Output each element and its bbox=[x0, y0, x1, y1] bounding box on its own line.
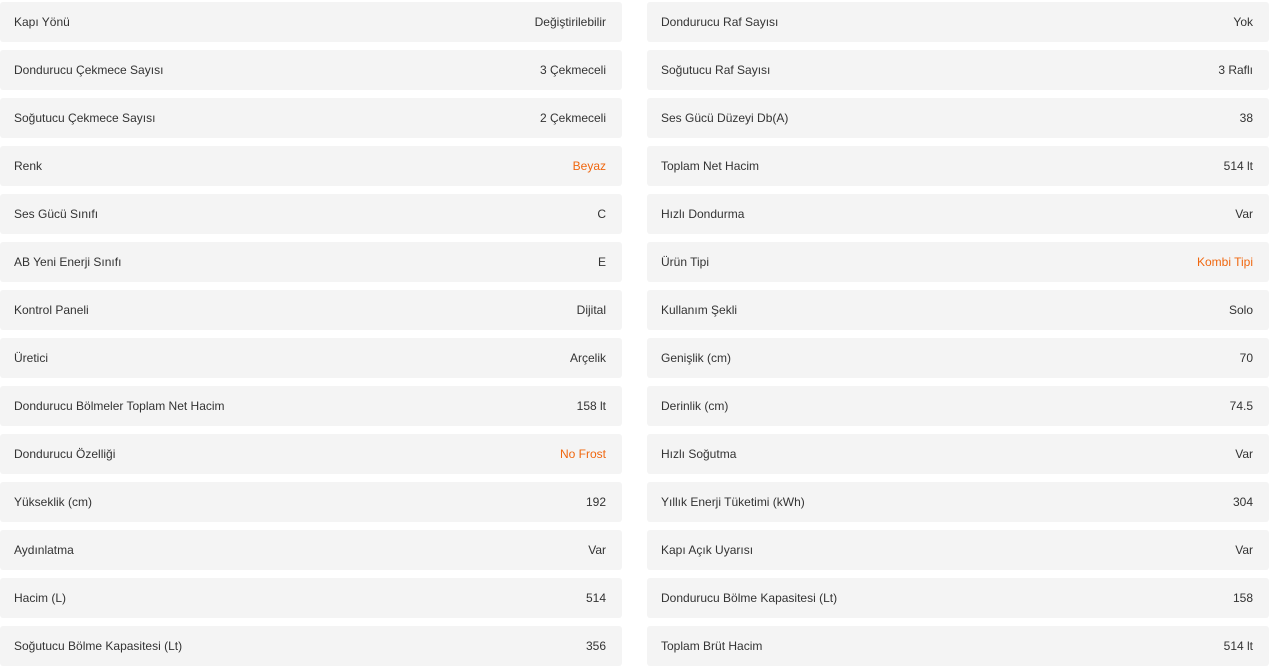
freezer-feature-link[interactable]: No Frost bbox=[559, 447, 606, 461]
spec-label: Toplam Brüt Hacim bbox=[661, 639, 763, 653]
spec-label: Ürün Tipi bbox=[661, 255, 710, 269]
spec-row-fast-freeze bbox=[647, 194, 1269, 234]
spec-label: AB Yeni Enerji Sınıfı bbox=[14, 255, 122, 269]
spec-value: 3 Raflı bbox=[1218, 63, 1253, 77]
spec-value: 70 bbox=[1239, 351, 1253, 365]
spec-row-color bbox=[0, 146, 622, 186]
spec-row-freezer-feature bbox=[0, 434, 622, 474]
spec-row-control-panel bbox=[0, 290, 622, 330]
spec-row-energy-class bbox=[0, 242, 622, 282]
spec-label: Hızlı Dondurma bbox=[661, 207, 745, 221]
spec-label: Soğutucu Bölme Kapasitesi (Lt) bbox=[14, 639, 183, 653]
spec-row-freezer-drawer-count bbox=[0, 50, 622, 90]
spec-label: Soğutucu Raf Sayısı bbox=[661, 63, 771, 77]
spec-value: 3 Çekmeceli bbox=[539, 63, 606, 77]
spec-row-manufacturer bbox=[0, 338, 622, 378]
spec-value: C bbox=[597, 207, 606, 221]
spec-row-annual-energy bbox=[647, 482, 1269, 522]
spec-label: Toplam Net Hacim bbox=[661, 159, 760, 173]
spec-row-freezer-total-net-volume bbox=[0, 386, 622, 426]
spec-value: 74.5 bbox=[1229, 399, 1253, 413]
spec-value: 514 lt bbox=[1223, 639, 1253, 653]
spec-value: E bbox=[597, 255, 606, 269]
spec-value: Var bbox=[1235, 447, 1253, 461]
spec-value: 38 bbox=[1239, 111, 1253, 125]
spec-row-product-type bbox=[647, 242, 1269, 282]
spec-row-door-direction bbox=[0, 2, 622, 42]
spec-row-fast-cool bbox=[647, 434, 1269, 474]
color-link[interactable]: Beyaz bbox=[572, 159, 606, 173]
spec-row-width bbox=[647, 338, 1269, 378]
spec-label: Hızlı Soğutma bbox=[661, 447, 737, 461]
spec-label: Üretici bbox=[14, 351, 49, 365]
spec-label: Dondurucu Özelliği bbox=[14, 447, 116, 461]
spec-value: Var bbox=[588, 543, 606, 557]
spec-label: Kapı Açık Uyarısı bbox=[661, 543, 754, 557]
spec-value: 514 lt bbox=[1223, 159, 1253, 173]
spec-row-volume bbox=[0, 578, 622, 618]
spec-label: Ses Gücü Düzeyi Db(A) bbox=[661, 111, 789, 125]
spec-value: Solo bbox=[1228, 303, 1253, 317]
spec-value: Var bbox=[1235, 207, 1253, 221]
spec-value: Arçelik bbox=[569, 351, 606, 365]
spec-label: Genişlik (cm) bbox=[661, 351, 732, 365]
spec-value: 158 bbox=[1232, 591, 1253, 605]
spec-label: Renk bbox=[14, 159, 43, 173]
spec-value: 356 bbox=[585, 639, 606, 653]
spec-row-door-open-alert bbox=[647, 530, 1269, 570]
spec-value: 158 lt bbox=[576, 399, 606, 413]
spec-label: Yükseklik (cm) bbox=[14, 495, 93, 509]
spec-label: Derinlik (cm) bbox=[661, 399, 729, 413]
spec-value: 304 bbox=[1232, 495, 1253, 509]
spec-row-height bbox=[0, 482, 622, 522]
spec-label: Soğutucu Çekmece Sayısı bbox=[14, 111, 156, 125]
spec-row-total-gross-volume bbox=[647, 626, 1269, 666]
spec-row-sound-power-level bbox=[647, 98, 1269, 138]
spec-value: Yok bbox=[1233, 15, 1253, 29]
spec-label: Kontrol Paneli bbox=[14, 303, 89, 317]
spec-label: Dondurucu Bölme Kapasitesi (Lt) bbox=[661, 591, 838, 605]
spec-value: Dijital bbox=[576, 303, 606, 317]
spec-row-depth bbox=[647, 386, 1269, 426]
spec-label: Kullanım Şekli bbox=[661, 303, 738, 317]
spec-value: 2 Çekmeceli bbox=[539, 111, 606, 125]
spec-value: Değiştirilebilir bbox=[534, 15, 606, 29]
spec-label: Aydınlatma bbox=[14, 543, 74, 557]
spec-label: Hacim (L) bbox=[14, 591, 67, 605]
spec-label: Kapı Yönü bbox=[14, 15, 70, 29]
spec-label: Dondurucu Raf Sayısı bbox=[661, 15, 779, 29]
spec-row-fridge-drawer-count bbox=[0, 98, 622, 138]
spec-value: Var bbox=[1235, 543, 1253, 557]
spec-row-fridge-shelf-count bbox=[647, 50, 1269, 90]
spec-row-freezer-capacity bbox=[647, 578, 1269, 618]
spec-row-fridge-capacity bbox=[0, 626, 622, 666]
spec-label: Ses Gücü Sınıfı bbox=[14, 207, 99, 221]
spec-label: Dondurucu Bölmeler Toplam Net Hacim bbox=[14, 399, 225, 413]
spec-row-usage-type bbox=[647, 290, 1269, 330]
product-specs-table bbox=[0, 2, 1269, 666]
spec-value: 514 bbox=[585, 591, 606, 605]
spec-row-lighting bbox=[0, 530, 622, 570]
product-type-link[interactable]: Kombi Tipi bbox=[1196, 255, 1253, 269]
spec-row-total-net-volume bbox=[647, 146, 1269, 186]
spec-label: Yıllık Enerji Tüketimi (kWh) bbox=[661, 495, 805, 509]
spec-label: Dondurucu Çekmece Sayısı bbox=[14, 63, 164, 77]
spec-row-freezer-shelf-count bbox=[647, 2, 1269, 42]
spec-value: 192 bbox=[585, 495, 606, 509]
spec-row-sound-power-class bbox=[0, 194, 622, 234]
